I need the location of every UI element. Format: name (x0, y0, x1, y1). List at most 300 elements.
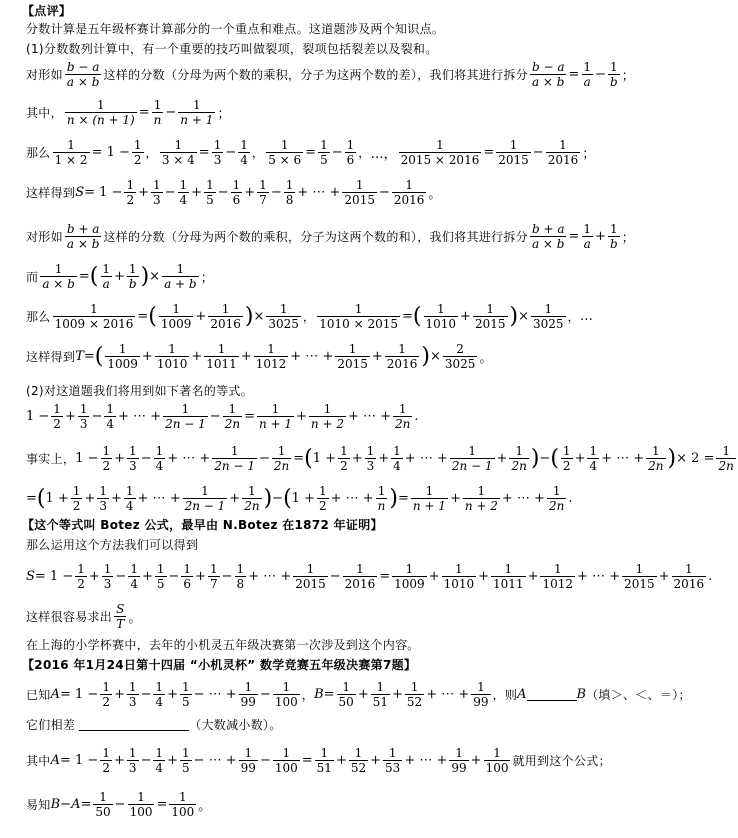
botez-ellipsis: + ⋯ + (118, 409, 162, 424)
among-line (26, 746, 611, 775)
where-eq: = (138, 105, 150, 120)
fact-minus-big: − (539, 451, 551, 466)
ga-t4 (153, 680, 165, 709)
fact-v2 (561, 444, 573, 473)
fc-t4-den: 4 (125, 499, 134, 513)
sum-numerator: b + a (66, 222, 100, 236)
fact-vell: + ⋯ + (601, 451, 645, 466)
sum-part-2-den: b (609, 237, 618, 251)
sf-ta (293, 562, 328, 591)
fc-t4 (124, 484, 136, 513)
am-r99-num: 1 (455, 746, 463, 760)
sf-r5-num: 1 (635, 562, 644, 576)
then-f3-a (318, 138, 330, 167)
botez-r3-den: 2n (395, 417, 411, 431)
fact-up1: + (351, 451, 363, 466)
s-term-7-den: 7 (259, 193, 267, 207)
sf-t5 (155, 562, 167, 591)
fact-u3 (365, 444, 377, 473)
point-2 (26, 382, 253, 399)
gb-t51-num: 1 (376, 680, 385, 694)
t-lparen: ( (94, 343, 104, 369)
ga-t2-num: 1 (102, 680, 110, 694)
and-b-num: 1 (128, 262, 137, 276)
sf-r4-num: 1 (553, 562, 562, 576)
diff-fraction-2 (530, 60, 567, 89)
where-line (26, 98, 230, 127)
given-b-var-2: B (576, 687, 587, 702)
fc-t2 (71, 484, 83, 513)
and-label: 而 (26, 270, 39, 284)
t-tail-2-num: 1 (398, 342, 406, 356)
sf-t3-num: 1 (103, 562, 112, 576)
gb-t50-den: 50 (338, 695, 354, 709)
am-a-var: A (50, 753, 60, 768)
then-f1-rhs: = 1 − (91, 145, 130, 160)
diff-eq: = (568, 67, 580, 82)
fact-v2n-den: 2n (648, 459, 664, 473)
fc-t3-den: 3 (99, 499, 107, 513)
diff-suffix: 这样的分数（分母为两个数的乘积，分子为这两个数的差），我们将其进行拆分 (103, 68, 528, 82)
ga-t4-num: 1 (155, 680, 164, 694)
s-term-2 (124, 178, 136, 207)
sf-tb-num: 1 (356, 562, 364, 576)
sf-t7 (208, 562, 220, 591)
s-term-5 (204, 178, 216, 207)
then-f1-a (132, 138, 144, 167)
am-r53 (383, 746, 402, 775)
then2-sep: ， (302, 310, 316, 324)
fact-v2n-num: 1 (652, 444, 660, 458)
then-last-b-den: 2016 (547, 153, 579, 167)
e2-f3-num: 1 (179, 790, 187, 804)
diff-numerator-2: b − a (531, 60, 565, 74)
fact-v4-num: 1 (589, 444, 598, 458)
where-b (178, 98, 215, 127)
and-b (127, 262, 139, 291)
fc-t2n-den: 2n (244, 499, 260, 513)
t-mult-den: 3025 (444, 357, 476, 371)
ga-p1: + (113, 687, 125, 702)
sf-t6-den: 6 (183, 577, 192, 591)
s-term-5-num: 1 (206, 178, 214, 192)
and-rparen: ) (140, 263, 150, 289)
fc-t3 (97, 484, 109, 513)
then2-f2 (317, 302, 400, 331)
am-r51-den: 51 (316, 761, 332, 775)
am-start: = 1 − (60, 753, 99, 768)
sum-part-1-den: a (583, 237, 591, 251)
t-term-1 (105, 342, 140, 371)
gb-p1: + (357, 687, 369, 702)
then-last-b-num: 1 (559, 138, 567, 152)
then2-times1: × (253, 309, 265, 324)
where-label: 其中， (26, 106, 63, 120)
botez-r1 (257, 402, 294, 431)
given-b-eq: = (323, 687, 335, 702)
botez-t2n-den: 2n (224, 417, 241, 431)
sf-t7-den: 7 (209, 577, 218, 591)
fact-u2-den: 2 (340, 459, 348, 473)
easy-ratio-num: S (116, 602, 125, 616)
s-term-5-den: 5 (206, 193, 214, 207)
sf-m3: − (221, 569, 233, 584)
fact-line (26, 444, 738, 473)
am-t2-num: 1 (102, 746, 110, 760)
ga-m1: − (140, 687, 152, 702)
am-t100-num: 1 (282, 746, 291, 760)
t-end: 。 (479, 351, 493, 366)
diff-part-2 (608, 60, 620, 89)
s-term-3 (151, 178, 163, 207)
shanghai-text: 在上海的小学杯赛中，去年的小机灵五年级决赛第一次涉及到这个内容。 (26, 638, 420, 652)
fact-u2-num: 1 (340, 444, 348, 458)
shanghai-line (26, 636, 420, 653)
sf-m1: − (115, 569, 127, 584)
am-r51 (315, 746, 334, 775)
fc-r3 (547, 484, 566, 513)
sf-rp4: + (658, 569, 670, 584)
then-last-minus: − (532, 145, 544, 160)
sum-denominator-2: a × b (531, 237, 565, 251)
sf-t4-num: 1 (130, 562, 138, 576)
point-1 (26, 40, 438, 57)
ga-t5-num: 1 (181, 680, 190, 694)
gb-t52 (405, 680, 424, 709)
and-c-den: a + b (164, 277, 197, 291)
fact-u2n-den: 2n (511, 459, 527, 473)
fact-p1: + (114, 451, 126, 466)
sf-m2: − (168, 569, 180, 584)
then-sep-2: ， (251, 146, 265, 160)
e2-f2-den: 100 (129, 805, 153, 819)
fc-u2-num: 1 (318, 484, 327, 498)
and-b-den: b (128, 277, 137, 291)
s-minus-3: − (270, 185, 282, 200)
fact-u3-num: 1 (366, 444, 375, 458)
then-f3 (266, 138, 303, 167)
ga-ell: − ⋯ + (193, 687, 237, 702)
am-t100 (273, 746, 300, 775)
then-f3-den: 5 × 6 (268, 153, 302, 167)
intro-text (26, 20, 444, 37)
then-last-b (546, 138, 581, 167)
then-f2-num: 1 (174, 138, 183, 152)
am-rp3: + (470, 753, 482, 768)
fc-t2n1 (183, 484, 228, 513)
am-rell: + ⋯ + (404, 753, 448, 768)
s-plus-3: + (244, 185, 256, 200)
botez-note-text: 【这个等式叫 Botez 公式，最早由 N.Botez 在1872 年证明】 (22, 518, 383, 532)
fc-r3-den: 2n (548, 499, 565, 513)
fact-res-num: 1 (722, 444, 730, 458)
sf-p3: + (195, 569, 206, 584)
fact-v2-den: 2 (562, 459, 571, 473)
then2-f1-num: 1 (90, 302, 98, 316)
and-lhs (40, 262, 77, 291)
fact-t3-den: 3 (129, 459, 137, 473)
sf-t2-num: 1 (77, 562, 85, 576)
t-plus-2: + (191, 349, 203, 364)
fact-t3-num: 1 (129, 444, 137, 458)
then2-line (26, 302, 593, 331)
fact-m1: − (140, 451, 152, 466)
ga-t5-den: 5 (181, 695, 190, 709)
botez-end: . (414, 409, 419, 424)
t-multiplier (443, 342, 478, 371)
am-rp2: + (370, 753, 382, 768)
ga-t2 (100, 680, 112, 709)
fact-rp2: ) (667, 445, 677, 471)
fact-t3 (127, 444, 139, 473)
t-term-1-den: 1009 (107, 357, 138, 371)
where-lhs-num: 1 (97, 98, 105, 112)
fc-p3: + (229, 491, 241, 506)
sf-start: = 1 − (34, 569, 74, 584)
gb-ell: + ⋯ + (426, 687, 470, 702)
easy-line (26, 602, 141, 631)
easy2-label: 易知 (26, 798, 51, 812)
fc-r1-num: 1 (425, 484, 434, 498)
e2-m: − (114, 797, 126, 812)
then2-c1-den: 3025 (268, 317, 299, 331)
where-b-num: 1 (192, 98, 201, 112)
given-comma: ， (301, 688, 315, 702)
then-dots: …， (370, 147, 397, 162)
fact-t2n-num: 1 (277, 444, 286, 458)
then2-f1-den: 1009 × 2016 (54, 317, 134, 331)
then-f2-b (238, 138, 250, 167)
then2-dots: … (579, 309, 593, 324)
e2-eq: = (80, 797, 92, 812)
apply-line (26, 536, 198, 553)
and-a (100, 262, 112, 291)
s-tail-minus: − (378, 185, 390, 200)
e2-eq2: = (156, 797, 168, 812)
t-plus-1: + (141, 349, 153, 364)
fc-t3-num: 1 (99, 484, 107, 498)
and-lhs-num: 1 (54, 262, 63, 276)
get-s-line (26, 178, 441, 207)
e2-minus: − (60, 797, 72, 812)
ga-t3 (127, 680, 139, 709)
gb-t51 (371, 680, 390, 709)
then2-rp2: ) (509, 303, 519, 329)
fc-rp1: ) (263, 485, 273, 511)
sf-rell: + ⋯ + (577, 569, 621, 584)
where-b-den: n + 1 (180, 113, 214, 127)
botez-start: 1 − (26, 409, 50, 424)
fact-up3: + (496, 451, 508, 466)
fc-un-den: n (377, 499, 386, 513)
difference-answer-blank[interactable] (79, 718, 189, 731)
sf-ell: + ⋯ + (248, 569, 292, 584)
then-last (399, 138, 482, 167)
section-title-text: 【点评】 (22, 4, 72, 18)
gb-t50-num: 1 (342, 680, 350, 694)
s-term-3-den: 3 (152, 193, 161, 207)
and-a-num: 1 (102, 262, 110, 276)
given-a-start: = 1 − (60, 687, 99, 702)
fact-u4 (391, 444, 403, 473)
then2-sep2: ， (567, 310, 580, 324)
then2-b1-num: 1 (221, 302, 230, 316)
botez-t2n-num: 1 (228, 402, 237, 416)
botez-t2 (51, 402, 63, 431)
fact-u2n-num: 1 (515, 444, 523, 458)
am-t4-den: 4 (155, 761, 164, 775)
am-r99 (449, 746, 468, 775)
fc-r1 (411, 484, 448, 513)
given-b-var: B (314, 687, 324, 702)
sf-r3-den: 1011 (493, 577, 524, 591)
then-f3-a-num: 1 (320, 138, 328, 152)
compare-answer-blank[interactable] (527, 688, 577, 701)
then-f1 (53, 138, 90, 167)
s-tail-a-den: 2015 (344, 193, 375, 207)
am-t3 (127, 746, 139, 775)
diff-label: 它们相差 (26, 718, 76, 732)
s-variable: S (75, 185, 85, 200)
then2-a1-den: 1009 (160, 317, 192, 331)
fact-t2-den: 2 (102, 459, 111, 473)
s-ellipsis: + ⋯ + (297, 185, 341, 200)
difference-form-line (26, 60, 635, 89)
s-term-6 (231, 178, 243, 207)
given-a-var-2: A (517, 687, 527, 702)
then2-a2-den: 1010 (425, 317, 457, 331)
fc-one: 1 + (45, 491, 69, 506)
then-label: 那么 (26, 146, 51, 160)
fact-times: × 2 = (676, 451, 715, 466)
e2-f3 (169, 790, 196, 819)
fc-p1: + (84, 491, 96, 506)
botez-r2 (309, 402, 346, 431)
then-last-num: 1 (436, 138, 444, 152)
and-c (162, 262, 199, 291)
fact-v4-den: 4 (589, 459, 598, 473)
diff-denominator-2: a × b (531, 75, 565, 89)
sf-t6 (181, 562, 193, 591)
then2-lp2: ( (412, 303, 422, 329)
fact-res-den: 2n (718, 459, 734, 473)
t-plus-4: + (371, 349, 383, 364)
fact-u2n (509, 444, 528, 473)
fact-t2n (272, 444, 291, 473)
where-a-den: n (153, 113, 162, 127)
fact-lp2: ( (550, 445, 559, 471)
contest-line (22, 656, 416, 673)
then2-times2: × (518, 309, 529, 324)
s-term-7-num: 1 (259, 178, 267, 192)
t-term-1-num: 1 (118, 342, 127, 356)
sum-denominator: a × b (66, 237, 100, 251)
am-r100 (484, 746, 511, 775)
given-line (26, 680, 691, 709)
sf-r4 (540, 562, 575, 591)
where-a-num: 1 (153, 98, 162, 112)
sf-eq: = (379, 569, 391, 584)
contest-text: 【2016 年1月24日第十四届 “小机灵杯” 数学竞赛五年级决赛第7题】 (22, 658, 417, 672)
diff-part-2-den: b (609, 75, 618, 89)
t-rparen: ) (421, 343, 430, 369)
sf-end: . (708, 569, 713, 584)
fact-cont-line (26, 484, 572, 513)
fact-one: 1 + (312, 451, 337, 466)
am-r100-num: 1 (493, 746, 501, 760)
s-term-4 (178, 178, 190, 207)
ga-t100 (273, 680, 300, 709)
then-end: ； (582, 147, 596, 162)
easy-ratio-den: T (116, 617, 125, 631)
fc-r3-num: 1 (552, 484, 561, 498)
and-line (26, 262, 214, 291)
sf-r2-num: 1 (455, 562, 463, 576)
sf-ta-den: 2015 (295, 577, 326, 591)
am-r99-den: 99 (451, 761, 467, 775)
ga-t5 (180, 680, 192, 709)
then2-b2-num: 1 (486, 302, 495, 316)
sf-var: S (26, 569, 35, 584)
then-f1-a-den: 2 (133, 153, 142, 167)
sf-r1-num: 1 (405, 562, 414, 576)
t-mult-num: 2 (456, 342, 464, 356)
sf-t5-num: 1 (156, 562, 165, 576)
then2-lp1: ( (148, 303, 157, 329)
diff-end: ； (621, 69, 635, 84)
ga-t2-den: 2 (102, 695, 110, 709)
fact-t2n1-den: 2n − 1 (214, 459, 255, 473)
ga-t3-den: 3 (128, 695, 137, 709)
am-p2: + (167, 753, 178, 768)
fc-r2 (463, 484, 500, 513)
gb-t99 (471, 680, 490, 709)
fc-eq2: = (397, 491, 409, 506)
where-lhs (65, 98, 137, 127)
point-1-text: (1)分数数列计算中，有一个重要的技巧叫做裂项，裂项包括裂差以及裂和。 (26, 42, 438, 56)
then2-eq2: = (402, 309, 413, 324)
then2-b1 (208, 302, 243, 331)
fc-lp2: ( (283, 485, 292, 511)
fc-rp2: ) (389, 485, 398, 511)
am-r52-den: 52 (350, 761, 367, 775)
botez-t2-den: 2 (53, 417, 61, 431)
s-term-7 (257, 178, 269, 207)
fc-lp1: ( (36, 485, 46, 511)
fact-t4 (154, 444, 166, 473)
then-last-a (496, 138, 531, 167)
sf-t4-den: 4 (130, 577, 138, 591)
s-minus-2: − (217, 185, 229, 200)
then-f3-minus: − (331, 145, 343, 160)
and-end: ； (200, 271, 214, 286)
sum-part-1-num: 1 (583, 222, 592, 236)
sum-fraction (65, 222, 102, 251)
fact-u4-num: 1 (393, 444, 401, 458)
sf-t8-num: 1 (236, 562, 245, 576)
s-tail-a-num: 1 (355, 178, 364, 192)
fc-r2-num: 1 (477, 484, 486, 498)
then2-b1-den: 2016 (210, 317, 241, 331)
s-term-2-den: 2 (126, 193, 135, 207)
ga-t99-num: 1 (244, 680, 253, 694)
sum-end: ； (621, 231, 635, 246)
am-r51-num: 1 (320, 746, 329, 760)
sf-t8-den: 8 (236, 577, 245, 591)
fc-rell: + ⋯ + (501, 491, 545, 506)
where-lhs-den: n × (n + 1) (66, 113, 135, 127)
am-t99-num: 1 (244, 746, 253, 760)
